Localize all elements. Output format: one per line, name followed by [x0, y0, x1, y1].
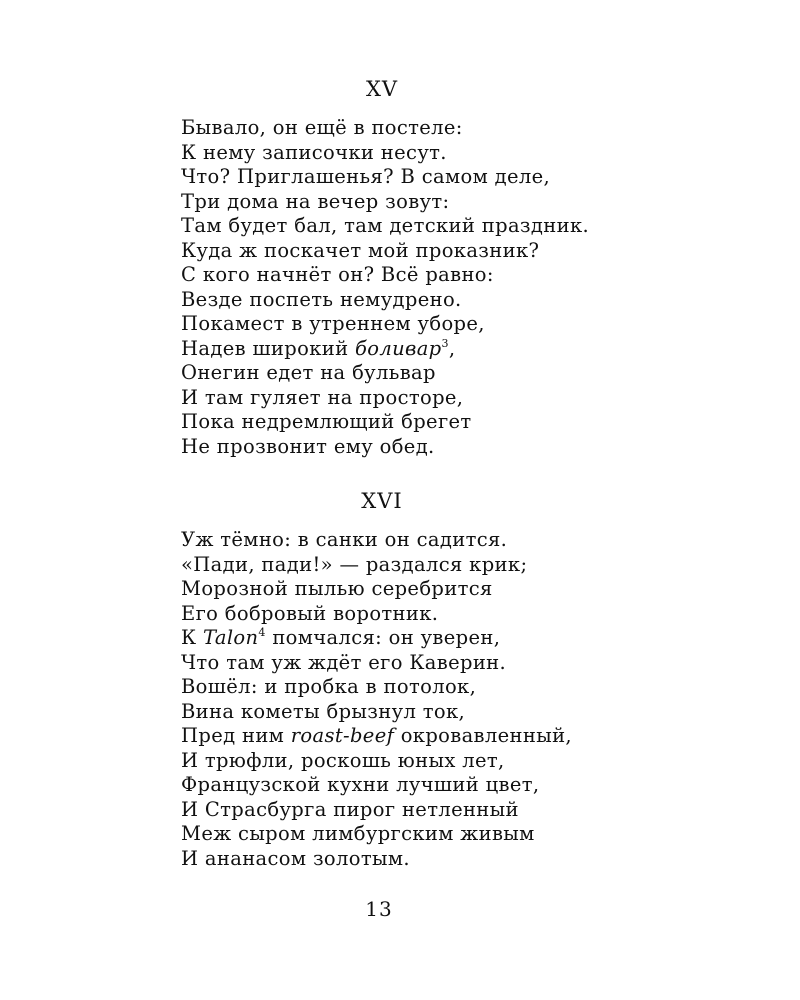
poem-line [181, 700, 741, 725]
poem-line [181, 553, 741, 578]
line-text: К [181, 626, 203, 649]
poem-line [181, 749, 741, 774]
footnote-marker: 4 [258, 626, 266, 639]
line-text: Морозной пылью серебрится [181, 577, 493, 600]
poem-line [181, 577, 741, 602]
poem-line [181, 288, 741, 313]
poem-line [181, 847, 741, 872]
line-text: Вина кометы брызнул ток, [181, 699, 466, 723]
stanza-xv [181, 116, 741, 459]
line-text: Его бобровый воротник. [181, 601, 439, 625]
line-text: И там гуляет на просторе, [181, 385, 464, 409]
poem-line [181, 263, 741, 288]
poem-line [181, 675, 741, 700]
poem-line [181, 602, 741, 627]
poem-line [181, 361, 741, 386]
line-text: «Пади, пади!» — раздался крик; [181, 552, 528, 576]
line-text: Пред ним [181, 724, 291, 747]
line-text: Не прозвонит ему обед. [181, 434, 435, 458]
line-text: С кого начнёт он? Всё равно: [181, 263, 494, 286]
stanza-xvi [181, 528, 741, 871]
line-text: И трюфли, роскошь юных лет, [181, 748, 505, 772]
poem-line [181, 626, 741, 651]
poem-line [181, 116, 741, 141]
line-text: К нему записочки несут. [181, 140, 447, 164]
stanza-heading-xv: XV [365, 77, 399, 101]
poem-line [181, 337, 741, 362]
stanza-heading-xvi: XVI [361, 489, 403, 513]
line-text: И Страсбурга пирог нетленный [181, 797, 519, 821]
italic-word: боливар [354, 336, 442, 360]
italic-word: roast-beef [290, 724, 395, 747]
line-text: Везде поспеть немудрено. [181, 287, 462, 311]
line-text: И ананасом золотым. [181, 846, 410, 870]
poem-line [181, 651, 741, 676]
poem-line [181, 239, 741, 264]
page-number: 13 [365, 897, 393, 921]
poem-line [181, 798, 741, 823]
line-text: Три дома на вечер зовут: [181, 189, 450, 213]
line-text: Что? Приглашенья? В самом деле, [181, 165, 551, 188]
line-text: Французской кухни лучший цвет, [181, 773, 540, 796]
line-text: Что там уж ждёт его Каверин. [181, 650, 507, 674]
line-text: помчался: он уверен, [265, 626, 501, 649]
line-text: Бывало, он ещё в постеле: [181, 116, 463, 139]
poem-line [181, 822, 741, 847]
line-text: Вошёл: и пробка в потолок, [181, 675, 477, 698]
line-text: окровавленный, [394, 724, 572, 747]
poem-line [181, 386, 741, 411]
line-text: Надев широкий [181, 336, 355, 360]
line-text: Покамест в утреннем уборе, [181, 312, 485, 335]
poem-line [181, 214, 741, 239]
line-text: Пока недремлющий брегет [181, 410, 472, 433]
line-text: Там будет бал, там детский праздник. [181, 214, 590, 237]
poem-line [181, 312, 741, 337]
line-text: Куда ж поскачет мой проказник? [181, 238, 540, 262]
poem-line [181, 724, 741, 749]
poem-line [181, 410, 741, 435]
poem-line [181, 190, 741, 215]
poem-line [181, 773, 741, 798]
poem-line [181, 528, 741, 553]
italic-word: Talon [203, 626, 259, 649]
line-text: Онегин едет на бульвар [181, 361, 436, 384]
poem-line [181, 141, 741, 166]
line-text: , [448, 336, 456, 360]
poem-line [181, 165, 741, 190]
poem-line [181, 435, 741, 460]
line-text: Уж тёмно: в санки он садится. [181, 528, 508, 551]
footnote-marker: 3 [441, 336, 449, 350]
line-text: Меж сыром лимбургским живым [181, 822, 535, 845]
